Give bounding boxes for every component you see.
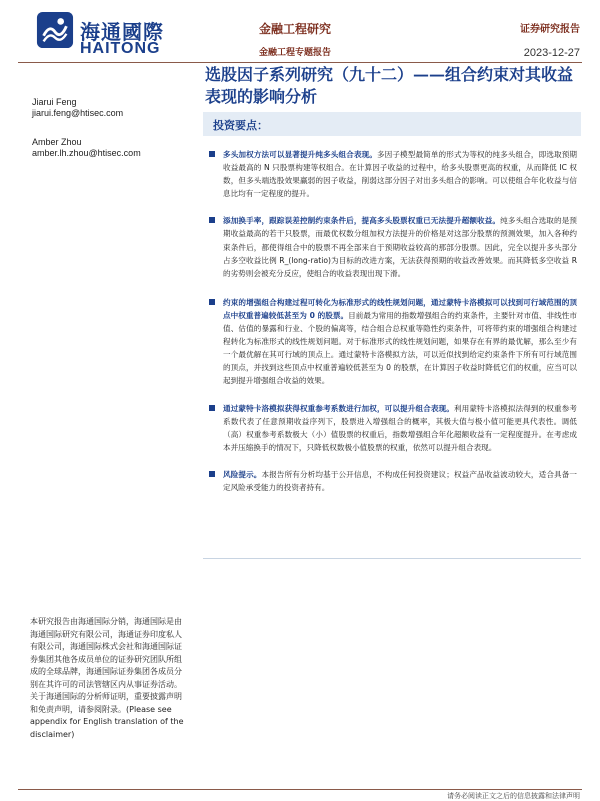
key-points-list bbox=[205, 148, 577, 494]
header-divider bbox=[18, 62, 582, 63]
key-point bbox=[205, 214, 577, 279]
footer-notice: 请务必阅读正文之后的信息披露和法律声明 bbox=[447, 792, 580, 800]
key-point-heading: 添加换手率，跟踪误差控制约束条件后，提高多头股票权重已无法提升超额收益。 bbox=[223, 216, 501, 226]
logo-english-text: HAITONG bbox=[80, 40, 161, 57]
author-email[interactable]: jiarui.feng@htisec.com bbox=[32, 108, 124, 118]
author-email[interactable]: amber.lh.zhou@htisec.com bbox=[32, 148, 141, 158]
key-point bbox=[205, 148, 577, 200]
author-1 bbox=[32, 97, 197, 119]
haitong-logo-icon bbox=[36, 11, 74, 49]
author-2 bbox=[32, 137, 197, 159]
section-header bbox=[240, 20, 350, 58]
bullet-square-icon bbox=[209, 217, 215, 223]
key-point bbox=[205, 402, 577, 454]
section-subtitle: 金融工程专题报告 bbox=[258, 48, 331, 58]
logo-chinese-text: 海通國際 bbox=[80, 20, 164, 44]
author-name: Jiarui Feng bbox=[32, 97, 77, 107]
key-point-text: 纯多头组合选取的是预期收益最高的若干只股票，而最优权数分组加权方法提升的价格是对这部分股票的预测效果，加入各种约束条件后，都使得组合中的股票不再全部来自于预期收益较高的那部分股票。因此，完全以提升多头部分占多空收益比例 R_(long-ratio)为目标的改进方案，无法获得预期的收益改善效果。而其降低多空收益 R 的劣势则会被充分反应，使组合的收益表现出现下滑。 bbox=[223, 216, 577, 278]
disclaimer-text: 本研究报告由海通国际分销，海通国际是由海通国际研究有限公司，海通证券印度私人有限公司，海通国际株式会社和海通国际证券集团其他各成员单位的证券研究团队所组成的全球品牌，海通国际证券集团各成员分别在其许可的司法管辖区内从事证券活动。关于海通国际的分析师证明，重要披露声明和免责声明，请参阅附录。(Please see appendix for English translation of the disclaimer) bbox=[30, 617, 184, 739]
report-meta bbox=[520, 20, 580, 59]
key-point-text: 本报告所有分析均基于公开信息，不构成任何投资建议；权益产品收益波动较大，适合具备一定风险承受能力的投资者持有。 bbox=[223, 469, 578, 492]
report-type: 证券研究报告 bbox=[520, 24, 580, 35]
key-points-label: 投资要点： bbox=[213, 119, 268, 132]
bullet-square-icon bbox=[209, 471, 215, 477]
key-point bbox=[205, 296, 577, 388]
key-point bbox=[205, 468, 577, 494]
key-point-text: 利用蒙特卡洛模拟法得到的权重参考系数代表了任意预期收益序列下，股票进入增强组合的概率，其极大值与极小值可能更具代表性。调低（高）权重参考系数极大（小）值股票的权重后，指数增强组合年化超额收益有一定程度提升。在考虑成本并压缩换手的情况下，只降低权数极小值股票的权重，依然可以提升组合表现。 bbox=[223, 403, 577, 452]
haitong-logo bbox=[36, 8, 186, 63]
key-points-header bbox=[203, 112, 581, 136]
key-point-heading: 多头加权方法可以显著提升纯多头组合表现。 bbox=[223, 150, 377, 159]
key-point-text: 多因子模型最简单的形式为等权的纯多头组合，即选取预期收益最高的 N 只股票构建等权组合。在计算因子收益的过程中，给多头股票更高的权重，从而降低 IC 权数，但多头端选股效果赢弱的因子收益，削弱这部分因子对出多头组合的影响。可以使组合年化收益与信息比均有一定程度的提升。 bbox=[223, 150, 578, 199]
bullet-square-icon bbox=[209, 151, 215, 157]
footer-divider bbox=[18, 789, 582, 790]
key-point-heading: 风险提示。 bbox=[223, 469, 262, 479]
key-points-divider bbox=[203, 558, 581, 559]
author-list bbox=[32, 97, 197, 177]
section-title: 金融工程研究 bbox=[258, 22, 331, 36]
key-point-heading: 通过蒙特卡洛模拟获得权重参考系数进行加权，可以提升组合表现。 bbox=[223, 403, 454, 413]
bullet-square-icon bbox=[209, 405, 215, 411]
key-point-text: 目前最为常用的指数增强组合的约束条件，主要针对市值、非线性市值、估值的暴露和行业、个股的偏离等，结合组合总权重等隐性约束条件，可将带约束的增强组合构建过程转化为标准形式的线性规划问题。对于标准形式的线性规划问题，如果存在有界的最优解，那么至少有一个最优解在其可行域的顶点上。通过蒙特卡洛模拟方法，可以近似找到给定约束条件下所有可行域范围的顶点，并找到这些顶点中权重普遍较低甚至为 0 的股票，在计算因子收益时降低它们的权重，应当可以起到提升增强组合收益的效果。 bbox=[223, 310, 577, 386]
author-name: Amber Zhou bbox=[32, 137, 82, 147]
report-date: 2023-12-27 bbox=[523, 47, 580, 59]
bullet-square-icon bbox=[209, 299, 215, 305]
report-title: 选股因子系列研究（九十二）——组合约束对其收益表现的影响分析 bbox=[205, 65, 574, 106]
key-point-heading: 约束的增强组合构建过程可转化为标准形式的线性规划问题，通过蒙特卡洛模拟可以找到可行域范围的顶点中权重普遍较低甚至为 0 的股票。 bbox=[223, 297, 577, 320]
